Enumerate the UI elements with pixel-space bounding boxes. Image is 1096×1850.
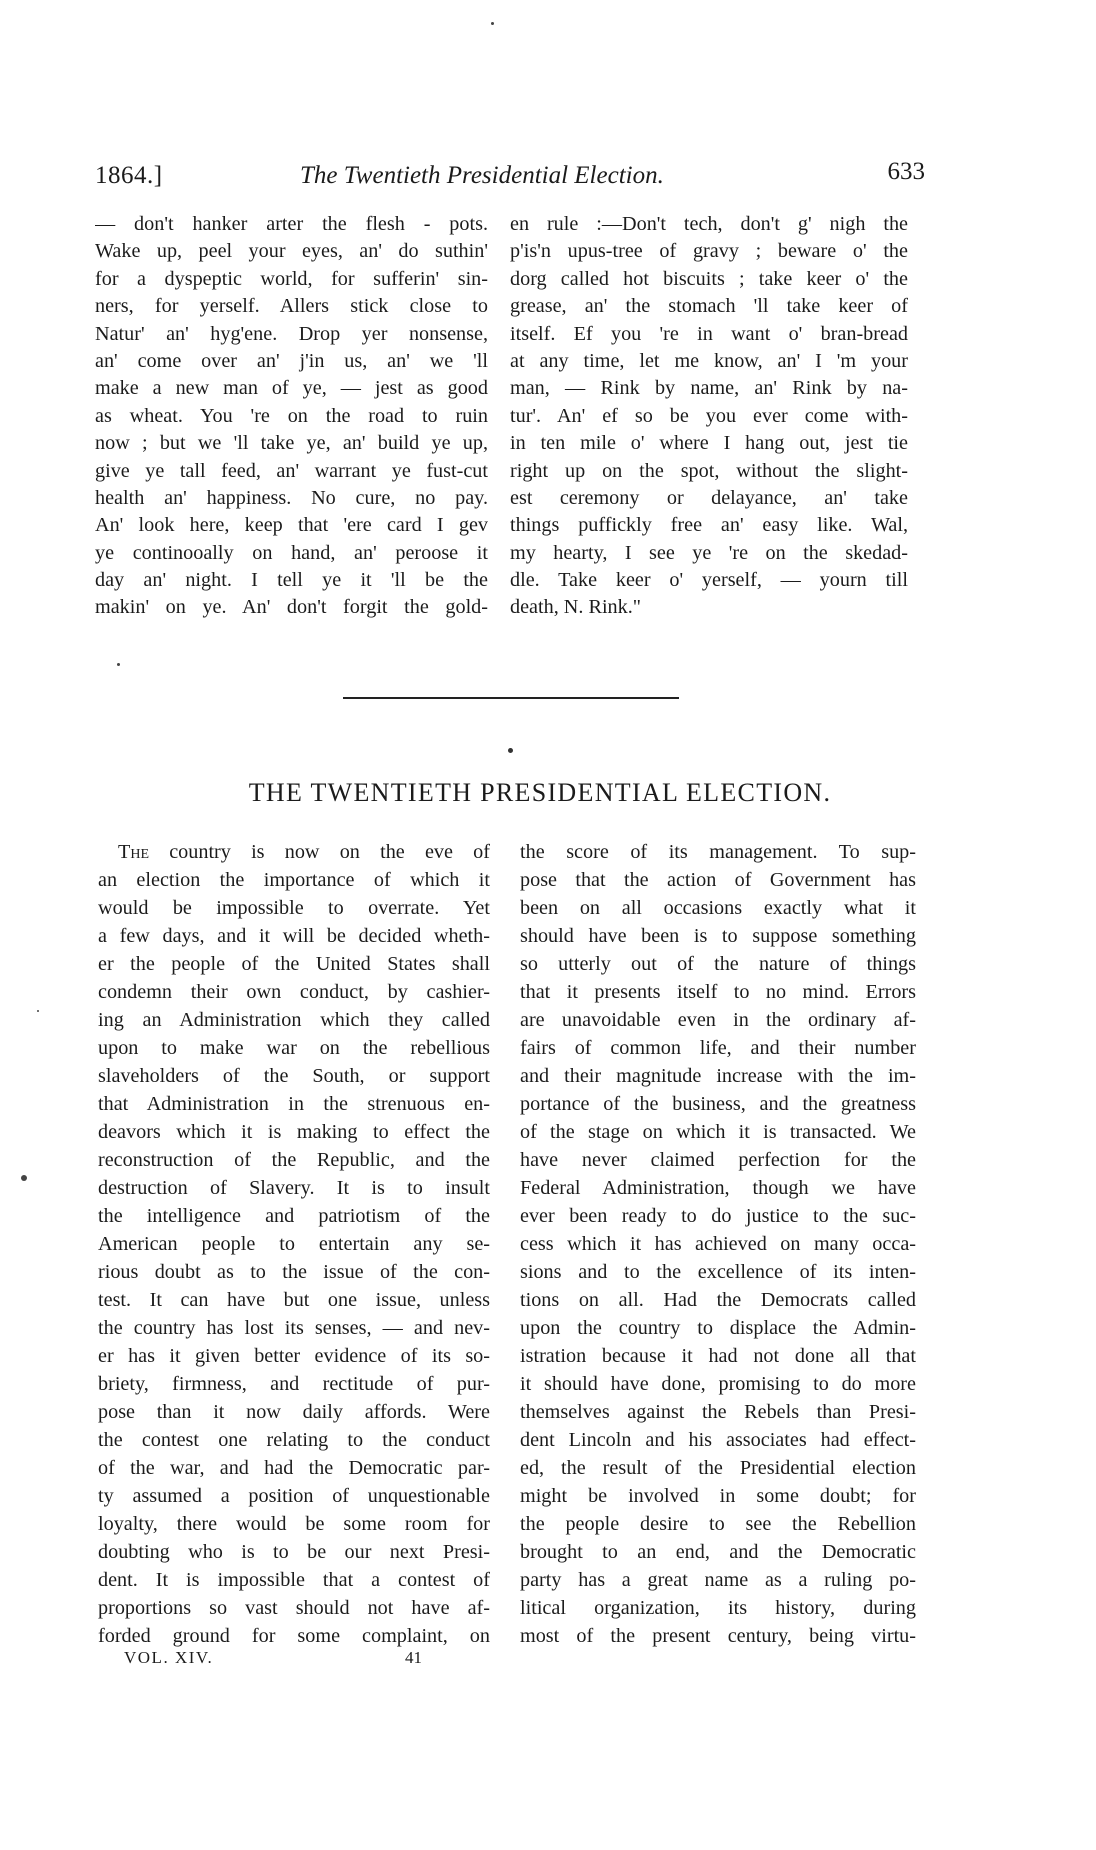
text-line: er the people of the United States shall [98, 953, 490, 976]
text-line: it should have done, promising to do more [520, 1373, 916, 1396]
text-line: reconstruction of the Republic, and the [98, 1149, 490, 1172]
text-line: ye continooally on hand, an' peroose it [95, 541, 488, 564]
text-line: pose than it now daily affords. Were [98, 1401, 490, 1424]
text-line: health an' happiness. No cure, no pay. [95, 486, 488, 509]
text-line: a few days, and it will be decided wheth- [98, 925, 490, 948]
text-line: death, N. Rink." [510, 596, 642, 619]
text-line: cess which it has achieved on many occa- [520, 1233, 916, 1256]
text-line: the intelligence and patriotism of the [98, 1205, 490, 1228]
text-line: est ceremony or delayance, an' take [510, 486, 908, 509]
footer-signature: 41 [405, 1648, 422, 1667]
text-line: the people desire to see the Rebellion [520, 1513, 916, 1536]
text-line: loyalty, there would be some room for [98, 1513, 490, 1536]
article-left-column [98, 838, 490, 1650]
text-line: destruction of Slavery. It is to insult [98, 1177, 490, 1200]
header-running-title: The Twentieth Presidential Election. [300, 162, 664, 189]
text-line: upon the country to displace the Admin- [520, 1317, 916, 1340]
dropcap-word: The [118, 841, 149, 863]
print-speck [21, 1175, 27, 1181]
text-line: upon to make war on the rebellious [98, 1037, 490, 1060]
text-line: my hearty, I see ye 're on the skedad- [510, 541, 908, 564]
text-line: the contest one relating to the conduct [98, 1429, 490, 1452]
text-line: American people to entertain any se- [98, 1233, 490, 1256]
article-title: THE TWENTIETH PRESIDENTIAL ELECTION. [248, 778, 832, 807]
text-line: p'is'n upus-tree of gravy ; beware o' the [510, 240, 908, 263]
text-line: Wake up, peel your eyes, an' do suthin' [95, 240, 488, 263]
print-speck [491, 22, 494, 25]
text-line: makin' on ye. An' don't forgit the gold- [95, 596, 488, 619]
text-line: give ye tall feed, an' warrant ye fust-cut [95, 459, 488, 482]
text-line: might be involved in some doubt; for [520, 1485, 916, 1508]
text-line: litical organization, its history, during [520, 1597, 916, 1620]
text-line: ing an Administration which they called [98, 1009, 490, 1032]
article-right-column [520, 838, 916, 1650]
text-line: forded ground for some complaint, on [98, 1625, 490, 1648]
section-divider-rule [343, 697, 679, 699]
text-line: at any time, let me know, an' I 'm your [510, 349, 908, 372]
text-line: an election the importance of which it [98, 869, 490, 892]
text-line: tions on all. Had the Democrats called [520, 1289, 916, 1312]
text-line: dent. It is impossible that a contest of [98, 1569, 490, 1592]
text-line: Natur' an' hyg'ene. Drop yer nonsense, [95, 322, 488, 345]
text-line: as wheat. You 're on the road to ruin [95, 404, 488, 427]
article-left-lines [98, 866, 490, 1650]
text-line: slaveholders of the South, or support [98, 1065, 490, 1088]
print-speck [37, 1010, 39, 1012]
text-line: an' come over an' j'in us, an' we 'll [95, 349, 488, 372]
text-line: and their magnitude increase with the im- [520, 1065, 916, 1088]
text-line: have never claimed perfection for the [520, 1149, 916, 1172]
text-line: that Administration in the strenuous en- [98, 1093, 490, 1116]
text-line: en rule :—Don't tech, don't g' nigh the [510, 213, 908, 235]
text-line: now ; but we 'll take ye, an' build ye up, [95, 432, 488, 455]
first-line-rest: country is now on the eve of [149, 841, 490, 863]
text-line: briety, firmness, and rectitude of pur- [98, 1373, 490, 1396]
running-header [95, 158, 925, 198]
print-speck [117, 663, 120, 666]
text-line: test. It can have but one issue, unless [98, 1289, 490, 1312]
text-line: An' look here, keep that 'ere card I gev [95, 514, 488, 537]
text-line: proportions so vast should not have af- [98, 1597, 490, 1620]
text-line: should have been is to suppose something [520, 925, 916, 948]
text-line: grease, an' the stomach 'll take keer of [510, 295, 908, 318]
text-line: the score of its management. To sup- [520, 841, 916, 863]
text-line: for a dyspeptic world, for sufferin' sin- [95, 267, 488, 290]
ornament-dot [508, 748, 513, 753]
text-line: istration because it had not done all that [520, 1345, 916, 1368]
text-line: of the stage on which it is transacted. We [520, 1121, 916, 1144]
text-line: itself. Ef you 're in want o' bran-bread [510, 322, 908, 345]
text-line: er has it given better evidence of its so- [98, 1345, 490, 1368]
text-line: are unavoidable even in the ordinary af- [520, 1009, 916, 1032]
text-line: doubting who is to be our next Presi- [98, 1541, 490, 1564]
text-line: ners, for yerself. Allers stick close to [95, 295, 488, 318]
text-line: day an' night. I tell ye it 'll be the [95, 569, 488, 592]
text-line: ever been ready to do justice to the suc- [520, 1205, 916, 1228]
footer-volume: VOL. XIV. [124, 1648, 214, 1667]
text-line: fairs of common life, and their number [520, 1037, 916, 1060]
text-line: in ten mile o' where I hang out, jest tie [510, 432, 908, 455]
text-line: man, — Rink by name, an' Rink by na- [510, 377, 908, 400]
text-line: so utterly out of the nature of things [520, 953, 916, 976]
text-line: make a new man of ye, — jest as good [95, 377, 488, 400]
text-line: party has a great name as a ruling po- [520, 1569, 916, 1592]
text-line: that it presents itself to no mind. Errors [520, 981, 916, 1004]
text-line: pose that the action of Government has [520, 869, 916, 892]
text-line: would be impossible to overrate. Yet [98, 897, 490, 920]
text-line: most of the present century, being virtu- [520, 1625, 916, 1648]
text-line: condemn their own conduct, by cashier- [98, 981, 490, 1004]
text-line: brought to an end, and the Democratic [520, 1541, 916, 1564]
article-first-line [98, 838, 490, 866]
text-line: been on all occasions exactly what it [520, 897, 916, 920]
text-line: dent Lincoln and his associates had effect- [520, 1429, 916, 1452]
text-line: the country has lost its senses, — and nev- [98, 1317, 490, 1340]
header-page-number: 633 [887, 158, 925, 185]
text-line: deavors which it is making to effect the [98, 1121, 490, 1144]
letter-left-column [95, 211, 488, 622]
text-line: Federal Administration, though we have [520, 1177, 916, 1200]
text-line: rious doubt as to the issue of the con- [98, 1261, 490, 1284]
text-line: of the war, and had the Democratic par- [98, 1457, 490, 1480]
text-line: ed, the result of the Presidential election [520, 1457, 916, 1480]
header-year: 1864.] [95, 162, 163, 189]
text-line: — don't hanker arter the flesh - pots. [95, 213, 488, 235]
text-line: ty assumed a position of unquestionable [98, 1485, 490, 1508]
text-line: things puffickly free an' easy like. Wal, [510, 514, 908, 537]
text-line: sions and to the excellence of its inten- [520, 1261, 916, 1284]
text-line: right up on the spot, without the slight- [510, 459, 908, 482]
letter-right-column [510, 211, 908, 622]
text-line: dle. Take keer o' yerself, — yourn till [510, 569, 908, 592]
text-line: tur'. An' ef so be you ever come with- [510, 404, 908, 427]
text-line: portance of the business, and the greatness [520, 1093, 916, 1116]
text-line: themselves against the Rebels than Presi- [520, 1401, 916, 1424]
text-line: dorg called hot biscuits ; take keer o' the [510, 267, 908, 290]
